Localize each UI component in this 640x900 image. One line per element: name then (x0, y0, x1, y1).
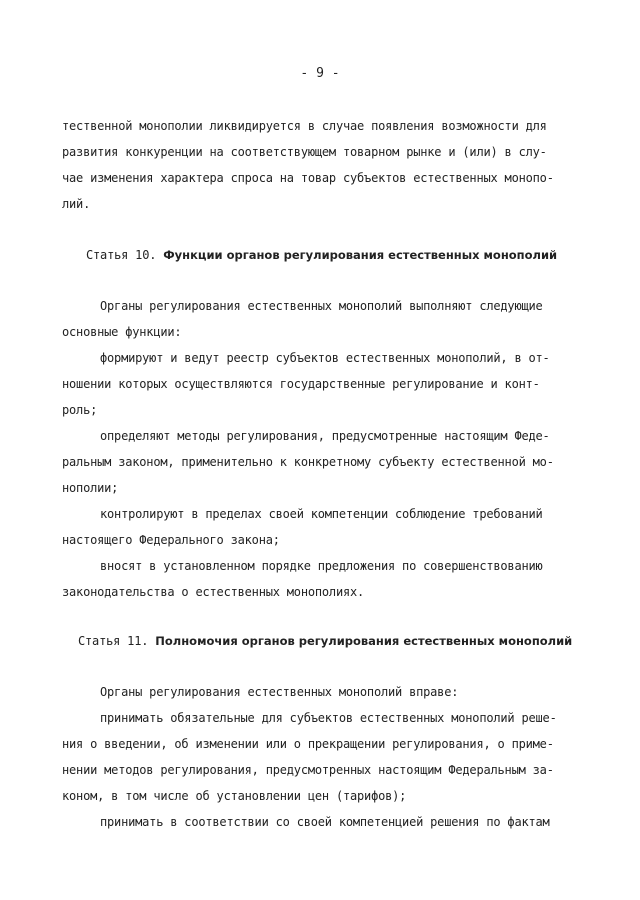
article-11-heading (78, 634, 572, 648)
text-line: настоящего Федерального закона; (62, 533, 280, 547)
text-line: развития конкуренции на соответствующем товарном рынке и (или) в слу- (62, 145, 547, 159)
article-11-title: Полномочия органов регулирования естественных монополий (155, 634, 573, 648)
text-line: вносят в установленном порядке предложения по совершенствованию (100, 559, 543, 573)
text-line: Органы регулирования естественных монополий выполняют следующие (100, 299, 543, 313)
text-line: нополии; (62, 481, 119, 495)
text-line: принимать в соответствии со своей компетенцией решения по фактам (100, 815, 550, 829)
text-line: роль; (62, 403, 98, 417)
text-line: тественной монополии ликвидируется в случае появления возможности для (62, 119, 547, 133)
text-line: контролируют в пределах своей компетенции соблюдение требований (100, 507, 543, 521)
article-10-title: Функции органов регулирования естественных монополий (163, 248, 558, 262)
text-line: коном, в том числе об установлении цен (тарифов); (62, 789, 407, 803)
page-number: - 9 - (300, 66, 340, 81)
text-line: законодательства о естественных монополиях. (62, 585, 365, 599)
text-line: ральным законом, применительно к конкретному субъекту естественной мо- (62, 455, 554, 469)
text-line: формируют и ведут реестр субъектов естественных монополий, в от- (100, 351, 550, 365)
text-line: ния о введении, об изменении или о прекращении регулирования, о приме- (62, 737, 554, 751)
text-line: Органы регулирования естественных монополий вправе: (100, 685, 459, 699)
text-line: определяют методы регулирования, предусмотренные настоящим Феде- (100, 429, 550, 443)
text-line: лий. (62, 197, 91, 211)
text-line: нении методов регулирования, предусмотренных настоящим Федеральным за- (62, 763, 554, 777)
text-line: чае изменения характера спроса на товар субъектов естественных монопо- (62, 171, 554, 185)
article-10-prefix: Статья 10. (86, 248, 157, 262)
text-line: основные функции: (62, 325, 182, 339)
article-11-prefix: Статья 11. (78, 634, 149, 648)
text-line: ношении которых осуществляются государственные регулирование и конт- (62, 377, 540, 391)
article-10-heading (86, 248, 557, 262)
text-line: принимать обязательные для субъектов естественных монополий реше- (100, 711, 557, 725)
